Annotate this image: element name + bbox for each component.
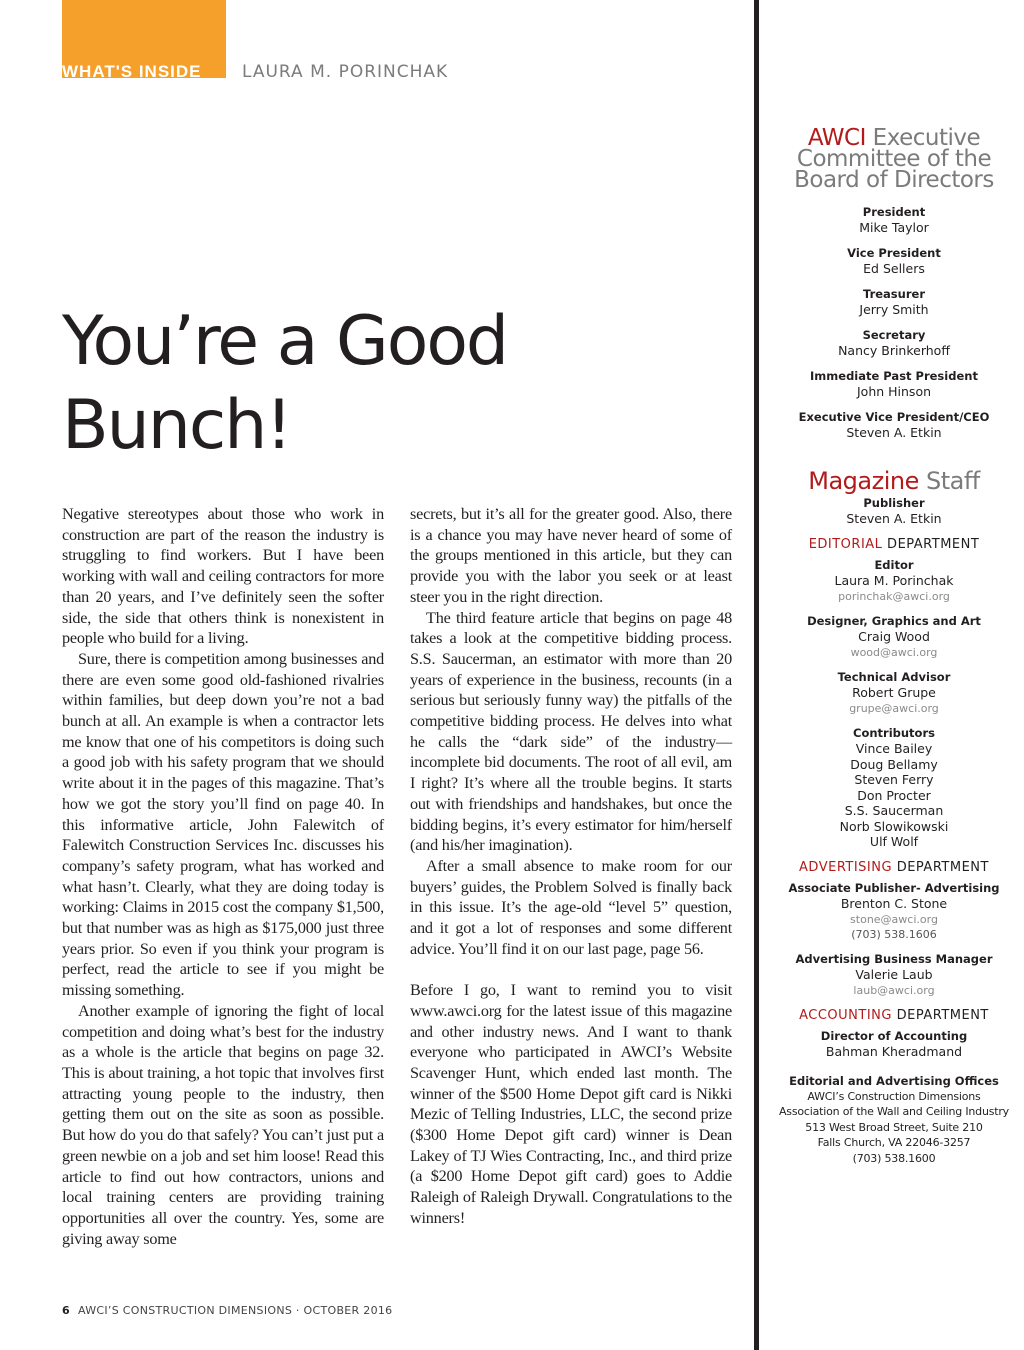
member-name: Nancy Brinkerhoff — [838, 343, 950, 358]
dept-accent: EDITORIAL — [808, 537, 883, 552]
paragraph: The third feature article that begins on page 48 takes a look at the competitive bidding process. S.S. Saucerman, an estimator with more than 20 years of experience in the business, recounts (in a serious but seriously funny way) the pitfalls of the competitive bidding process. He delves into what he calls the “dark side” of the industry—incomplete bid documents. The root of all evil, am I right? It’s where all the trouble begins. It starts out with friendships and handshakes, but once the bidding begins, it’s every estimator for him/herself (and his/her imagination). — [410, 608, 732, 855]
contributor-name: Ulf Wolf — [869, 834, 919, 849]
member-name: Brenton C. Stone — [840, 895, 948, 911]
article-column-2 — [410, 504, 732, 1229]
role-label: Associate Publisher- Advertising — [788, 880, 1000, 895]
dept-accent: ACCOUNTING — [799, 1007, 892, 1023]
role-label: Executive Vice President/CEO — [798, 410, 990, 424]
email-address: stone@awci.org — [850, 912, 938, 926]
article-title: You’re a Good Bunch! — [62, 302, 508, 465]
contributors-list — [770, 726, 1018, 850]
contributor-name: S.S. Saucerman — [844, 803, 944, 818]
section-label: WHAT'S INSIDE — [62, 62, 202, 81]
title-text: Staff — [918, 467, 980, 495]
email-address: grupe@awci.org — [849, 702, 939, 715]
magazine-staff-title — [770, 467, 1018, 495]
member-name: Jerry Smith — [859, 302, 929, 317]
role-label: Technical Advisor — [837, 670, 951, 684]
email-address: laub@awci.org — [853, 983, 935, 997]
role-label: Editorial and Advertising Offices — [789, 1073, 999, 1088]
role-label: Editor — [874, 558, 914, 572]
member-name: Steven A. Etkin — [846, 425, 942, 440]
staff-member — [770, 1029, 1018, 1060]
title-text: Executive — [865, 125, 981, 151]
masthead-sidebar — [770, 125, 1018, 1176]
role-label: Vice President — [847, 246, 941, 260]
member-name: Ed Sellers — [863, 261, 925, 276]
contributor-name: Steven Ferry — [854, 772, 934, 787]
title-text: Board of Directors — [794, 167, 994, 193]
contributor-name: Don Procter — [857, 787, 931, 803]
title-accent: AWCI — [807, 125, 866, 151]
address-line: Association of the Wall and Ceiling Industry — [778, 1105, 1009, 1118]
executive-member — [770, 410, 1018, 441]
address-line: AWCI’s Construction Dimensions — [807, 1089, 981, 1103]
advertising-department-heading — [770, 860, 1018, 875]
email-address: wood@awci.org — [850, 646, 938, 659]
page-number: 6 — [62, 1304, 70, 1317]
staff-member — [770, 670, 1018, 716]
executive-member — [770, 369, 1018, 400]
dept-accent: ADVERTISING — [799, 859, 893, 875]
editorial-department-heading — [770, 537, 1018, 552]
member-name: Craig Wood — [858, 629, 930, 644]
dept-text: DEPARTMENT — [882, 537, 980, 552]
role-label: Treasurer — [863, 287, 925, 301]
role-label: President — [862, 205, 926, 219]
member-name: Mike Taylor — [859, 220, 929, 235]
email-address: porinchak@awci.org — [838, 590, 950, 603]
title-accent: Magazine — [808, 467, 919, 495]
paragraph: After a small absence to make room for our buyers’ guides, the Problem Solved is finally back in this issue. It’s the age-old “level 5” question, and it got a lot of responses and some different advice. You’ll find it on our last page, page 56. — [410, 856, 732, 958]
role-label: Contributors — [853, 726, 935, 740]
staff-member — [770, 952, 1018, 998]
member-name: Valerie Laub — [855, 966, 933, 982]
executive-committee-title — [770, 125, 1018, 193]
paragraph: Another example of ignoring the fight of local competition and doing what’s best for the industry as a whole is the article that begins on page 32. This is about training, a hot topic that involves first attracting young people to the industry, then getting them out on the site as soon as possible. But how do you do that safely? You can’t just put a green newbie on a job and set him loose! Read this article to find out how contractors, unions and local training centers are providing training opportunities all over the country. Yes, some are giving away some — [62, 1001, 384, 1248]
paragraph: Sure, there is competition among businesses and there are even some good old-fashioned rivalries within families, but deep down you’re not a bad bunch at all. An example is when a contractor lets me know that one of his competitors is doing such a good job with his safety program that we should write about it in the pages of this magazine. That’s how we got the story you’ll find on page 40. In this informative article, John Falewitch of Falewitch Construction Services Inc. discusses his company’s safety program, what has worked and what hasn’t. Clearly, what they are doing today is working: Claims in 2015 cost the company $1,500, but that number was as high as $175,000 just three years prior. So even if you think your program is perfect, read the article to see if you might be missing something. — [62, 649, 384, 1000]
member-name: Robert Grupe — [852, 685, 936, 700]
phone-number: (703) 538.1606 — [851, 927, 937, 941]
author-name: LAURA M. PORINCHAK — [242, 62, 449, 82]
accounting-department-heading — [770, 1008, 1018, 1023]
role-label: Secretary — [862, 328, 926, 342]
role-label: Designer, Graphics and Art — [807, 614, 981, 628]
contributor-name: Vince Bailey — [855, 741, 933, 756]
staff-member — [770, 558, 1018, 604]
address-line: (703) 538.1600 — [852, 1151, 936, 1165]
paragraph: Negative stereotypes about those who work in construction are part of the reason the industry is struggling to find workers. But I have been working with wall and ceiling contractors for more than 20 years, and I’ve definitely seen the softer side, the side that others think is nonexistent in people who build for a living. — [62, 505, 384, 648]
contributor-name: Norb Slowikowski — [839, 818, 949, 834]
paragraph: Before I go, I want to remind you to visit www.awci.org for the latest issue of this magazine and other industry news. And I want to thank everyone who participated in AWCI’s Website Scavenger Hunt, which ended last month. The winner of the $500 Home Depot gift card is Nikki Mezic of Telling Industries, LLC, the second prize ($300 Home Depot gift card) winner is Dean Lakey of TJ Wies Contracting, Inc., and third prize (a $200 Home Depot gift card) goes to Addie Raleigh of Raleigh Drywall. Congratulations to the winners! — [410, 981, 732, 1227]
role-label: Publisher — [863, 496, 925, 510]
vertical-divider — [754, 0, 759, 1350]
staff-member — [770, 614, 1018, 660]
executive-member — [770, 205, 1018, 236]
role-label: Advertising Business Manager — [795, 951, 993, 966]
dept-text: DEPARTMENT — [892, 859, 989, 875]
executive-member — [770, 328, 1018, 359]
contributor-name: Doug Bellamy — [850, 756, 938, 772]
role-label: Director of Accounting — [820, 1028, 968, 1043]
page-footer — [62, 1304, 392, 1317]
paragraph: secrets, but it’s all for the greater good. Also, there is a chance you may have never heard of some of the groups mentioned in this article, but they can provide you with the labor you seek or at least steer you in the right direction. — [410, 505, 732, 606]
staff-member — [770, 881, 1018, 942]
section-header — [62, 62, 448, 86]
member-name: Bahman Kheradmand — [825, 1043, 963, 1059]
address-line: Falls Church, VA 22046-3257 — [817, 1136, 971, 1149]
executive-member — [770, 246, 1018, 277]
offices-address — [770, 1074, 1018, 1167]
staff-member — [770, 496, 1018, 527]
executive-member — [770, 287, 1018, 318]
member-name: Steven A. Etkin — [846, 511, 942, 526]
article-column-1 — [62, 504, 384, 1249]
title-text: Committee of the — [796, 146, 992, 172]
role-label: Immediate Past President — [810, 369, 978, 383]
dept-text: DEPARTMENT — [891, 1007, 989, 1023]
address-line: 513 West Broad Street, Suite 210 — [805, 1120, 983, 1134]
member-name: Laura M. Porinchak — [834, 573, 954, 588]
footer-text: AWCI’S CONSTRUCTION DIMENSIONS · OCTOBER 2016 — [77, 1304, 393, 1317]
member-name: John Hinson — [856, 384, 932, 399]
